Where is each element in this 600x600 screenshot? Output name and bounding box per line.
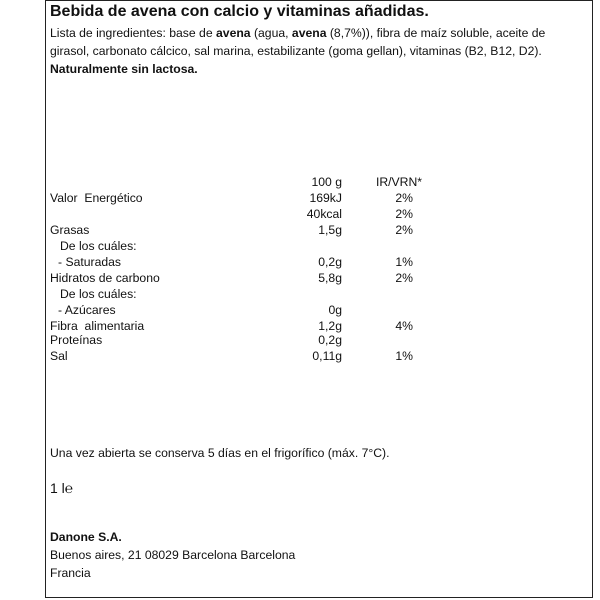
nutrient-label: De los cuáles: — [60, 239, 137, 253]
company-address: Buenos aires, 21 08029 Barcelona Barcelona — [50, 548, 296, 562]
nutrient-label: - Azúcares — [58, 303, 116, 317]
company-country: Francia — [50, 566, 91, 580]
nutrient-vrn: 2% — [395, 191, 413, 205]
nutrient-vrn: 1% — [395, 349, 413, 363]
nutrient-value: 169kJ — [309, 191, 342, 205]
nutrient-value: 40kcal — [306, 207, 342, 221]
nutrition-row — [50, 222, 590, 238]
ingredients-text — [50, 24, 570, 78]
header-100g: 100 g — [311, 175, 342, 189]
ingredient-highlight: avena — [291, 26, 327, 40]
nutrient-value: 0,11g — [312, 349, 342, 363]
net-volume: 1 l℮ — [50, 480, 74, 496]
nutrition-row — [50, 286, 590, 302]
ingredients-part: (agua, — [250, 26, 292, 40]
nutrient-vrn: 2% — [395, 223, 413, 237]
nutrient-value: 0g — [328, 303, 342, 317]
nutrition-row — [50, 332, 590, 348]
nutrient-vrn: 4% — [395, 319, 413, 333]
nutrition-row — [50, 206, 590, 222]
company-name: Danone S.A. — [50, 530, 122, 544]
ingredient-highlight: avena — [216, 26, 251, 40]
nutrient-label: Fibra alimentaria — [50, 319, 145, 333]
ingredients-part: (8,7%)), fibra de maíz soluble, aceite de girasol, carbonato cálcico, sal marina, estabilizante (goma gellan), vitaminas (B2, B12, D2). — [50, 26, 546, 58]
nutrient-vrn: 1% — [395, 255, 413, 269]
nutrition-row — [50, 254, 590, 270]
nutrition-row — [50, 348, 590, 364]
product-title: Bebida de avena con calcio y vitaminas añadidas. — [50, 3, 429, 20]
nutrient-value: 5,8g — [318, 271, 342, 285]
nutrient-label: Sal — [50, 349, 68, 363]
nutrient-value: 1,2g — [318, 319, 342, 333]
nutrient-label: Valor Energético — [50, 191, 143, 205]
nutrient-vrn: 2% — [395, 207, 413, 221]
lactose-free-claim: Naturalmente sin lactosa. — [50, 62, 198, 76]
header-vrn: IR/VRN* — [375, 175, 422, 189]
nutrient-label: Proteínas — [50, 333, 103, 347]
nutrient-label: Grasas — [50, 223, 90, 237]
nutrition-row — [50, 270, 590, 286]
nutrition-row — [50, 238, 590, 254]
nutrition-row — [50, 302, 590, 318]
nutrient-label: - Saturadas — [58, 255, 122, 269]
nutrition-row — [50, 190, 590, 206]
nutrition-header — [50, 174, 590, 190]
nutrient-label: De los cuáles: — [60, 287, 137, 301]
ingredients-part: Lista de ingredientes: base de — [50, 26, 217, 40]
nutrient-vrn: 2% — [395, 271, 413, 285]
storage-instructions: Una vez abierta se conserva 5 días en el frigorífico (máx. 7°C). — [50, 446, 390, 460]
nutrient-value: 0,2g — [318, 333, 342, 347]
nutrient-label: Hidratos de carbono — [50, 271, 160, 285]
nutrient-value: 1,5g — [318, 223, 342, 237]
nutrient-value: 0,2g — [318, 255, 342, 269]
